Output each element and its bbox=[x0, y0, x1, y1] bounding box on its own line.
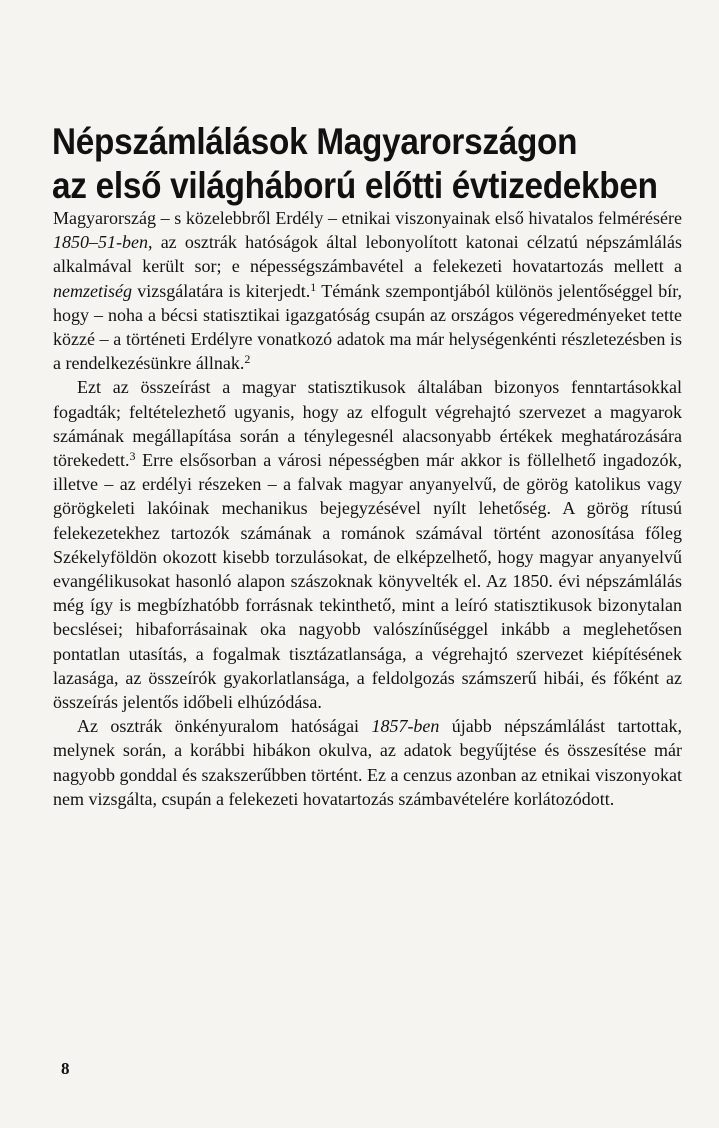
paragraph-3 bbox=[53, 714, 682, 811]
italic-text: 1857-ben bbox=[371, 716, 440, 737]
text-run: Ezt az összeírást a magyar statisztikusok általában bizonyos fenntartásokkal fogadták; feltételezhető ugyanis, hogy az elfogult végrehajtó szervezet a magyarok számának megállapítása során a ténylegesnél alacsonyabb értékek meghatározására törekedett. bbox=[53, 377, 682, 471]
body-text bbox=[53, 206, 682, 811]
text-run: Az osztrák önkényuralom hatóságai bbox=[77, 716, 372, 737]
paragraph-1 bbox=[53, 206, 682, 375]
footnote-ref-2: 2 bbox=[244, 352, 251, 367]
italic-text: 1850–51-ben bbox=[53, 232, 148, 253]
italic-text: nemzetiség bbox=[53, 280, 132, 301]
text-run: Magyarország – s közelebbről Erdély – etnikai viszonyainak első hivatalos felmérésére bbox=[53, 208, 682, 228]
chapter-title-line-2: az első világháború előtti évtizedekben bbox=[52, 165, 658, 206]
text-run: , az osztrák hatóságok által lebonyolított katonai célzatú népszámlálás alkalmával került sor; e népességszámbavétel a felekezeti hovatartozás mellett a bbox=[53, 232, 682, 277]
paragraph-2 bbox=[53, 375, 682, 714]
text-run: vizsgálatára is kiterjedt. bbox=[131, 280, 311, 301]
footnote-ref-3: 3 bbox=[129, 449, 136, 464]
text-run: újabb népszámlálást tartottak, melynek során, a korábbi hibákon okulva, az adatok begyűjtése és összesítése már nagyobb gonddal és szakszerűbben történt. Ez a cenzus azonban az etnikai viszonyokat nem vizsgálta, csupán a felekezeti hovatartozás számbavételére korlátozódott. bbox=[53, 716, 682, 809]
page-number: 8 bbox=[61, 1059, 70, 1078]
chapter-title bbox=[52, 120, 658, 208]
chapter-title-line-1: Népszámlálások Magyarországon bbox=[52, 121, 578, 162]
text-run: Erre elsősorban a városi népességben már akkor is föllelhető ingadozók, illetve – az erdélyi részeken – a falvak magyar anyanyelvű, de görög katolikus vagy görögkeleti lakóinak mechanikus bejegyzésével nyílt lehetőség. A görög rítusú felekezetekhez tartozók számának a románok számával történt azonosítása főleg Székelyföldön okozott kisebb torzulásokat, de elképzelhető, hogy magyar anyanyelvű evangélikusokat hasonló alapon szászoknak könyvelték el. Az 1850. évi népszámlálás még így is megbízhatóbb forrásnak tekinthető, mint a leíró statisztikusok bizonytalan becslései; hibaforrásainak oka nagyobb valószínűséggel inkább a meglehetősen pontatlan utasítás, a fogalmak tisztázatlansága, a végrehajtó szervezet kiépítésének lazasága, az összeírók gyakorlatlansága, a feldolgozás számszerű hibái, és főként az összeírás jelentős időbeli elhúzódása. bbox=[53, 450, 682, 713]
text-run: Témánk szempontjából különös jelentőséggel bír, hogy – noha a bécsi statisztikai igazgatóság csupán az országos végeredményeket tette közzé – a történeti Erdélyre vonatkozó adatok ma már helységenkénti részletezésben is a rendelkezésünkre állnak. bbox=[53, 280, 682, 374]
footnote-ref-1: 1 bbox=[310, 279, 317, 294]
